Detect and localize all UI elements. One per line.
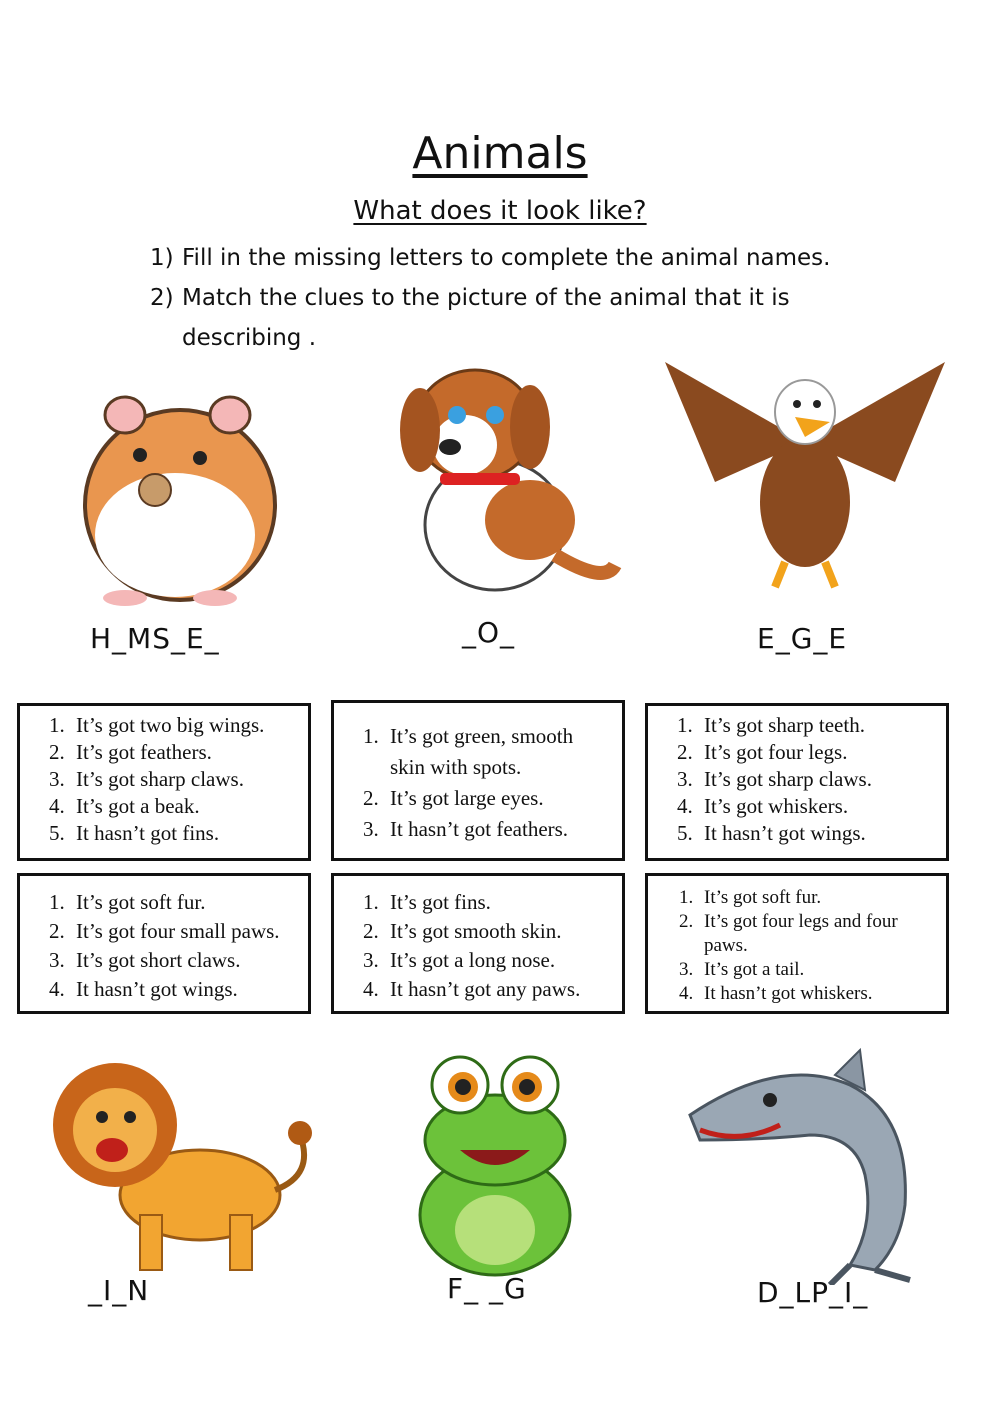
lion-icon <box>30 1045 330 1285</box>
instruction-number: 1) <box>150 245 174 271</box>
page-title: Animals <box>412 128 588 179</box>
hamster-icon <box>30 370 330 610</box>
instruction-number: 2) <box>150 285 174 311</box>
clue-item: 4. It hasn’t got any paws. <box>384 975 612 1004</box>
dolphin-blank: D_LP_I_ <box>757 1276 869 1309</box>
clue-item: 3. It’s got a tail. <box>698 958 936 982</box>
hamster-blank: H_MS_E_ <box>90 622 220 655</box>
page-subtitle: What does it look like? <box>353 196 647 226</box>
clue-item: 1. It’s got green, smooth skin with spots. <box>384 721 612 783</box>
instruction-2 <box>150 278 870 358</box>
instruction-text: Match the clues to the picture of the animal that it is <box>182 285 790 311</box>
eagle-icon <box>655 352 955 592</box>
clue-item: 2. It’s got four small paws. <box>70 917 298 946</box>
clue-item: 1. It’s got soft fur. <box>70 888 298 917</box>
clue-item: 4. It hasn’t got whiskers. <box>698 982 936 1006</box>
clue-item: 3. It’s got sharp claws. <box>698 766 936 793</box>
frog-icon <box>345 1045 645 1285</box>
clue-item: 4. It’s got a beak. <box>70 793 298 820</box>
clue-item: 1. It’s got sharp teeth. <box>698 712 936 739</box>
instruction-continuation: describing . <box>182 325 317 351</box>
clue-box-4 <box>17 873 311 1014</box>
clue-box-1 <box>17 703 311 861</box>
dolphin-icon <box>660 1045 960 1285</box>
clue-item: 3. It hasn’t got feathers. <box>384 814 612 845</box>
clue-box-6 <box>645 873 949 1014</box>
clue-item: 4. It hasn’t got wings. <box>70 975 298 1004</box>
clue-box-5 <box>331 873 625 1014</box>
dog-icon <box>345 355 645 595</box>
clue-item: 2. It’s got large eyes. <box>384 783 612 814</box>
instruction-text: Fill in the missing letters to complete the animal names. <box>182 245 831 271</box>
clue-item: 3. It’s got sharp claws. <box>70 766 298 793</box>
instruction-1 <box>150 238 870 278</box>
clue-item: 5. It hasn’t got wings. <box>698 820 936 847</box>
eagle-blank: E_G_E <box>757 622 848 655</box>
clue-item: 3. It’s got short claws. <box>70 946 298 975</box>
clue-item: 2. It’s got smooth skin. <box>384 917 612 946</box>
dog-blank: _O_ <box>462 616 516 649</box>
clue-box-3 <box>645 703 949 861</box>
clue-item: 2. It’s got four legs. <box>698 739 936 766</box>
clue-item: 2. It’s got feathers. <box>70 739 298 766</box>
clue-item: 1. It’s got fins. <box>384 888 612 917</box>
clue-item: 5. It hasn’t got fins. <box>70 820 298 847</box>
lion-blank: _I_N <box>88 1274 150 1307</box>
clue-item: 1. It’s got soft fur. <box>698 886 936 910</box>
clue-item: 3. It’s got a long nose. <box>384 946 612 975</box>
clue-box-2 <box>331 700 625 861</box>
clue-item: 2. It’s got four legs and four paws. <box>698 910 936 958</box>
clue-item: 4. It’s got whiskers. <box>698 793 936 820</box>
frog-blank: F_ _G <box>447 1272 527 1305</box>
clue-item: 1. It’s got two big wings. <box>70 712 298 739</box>
